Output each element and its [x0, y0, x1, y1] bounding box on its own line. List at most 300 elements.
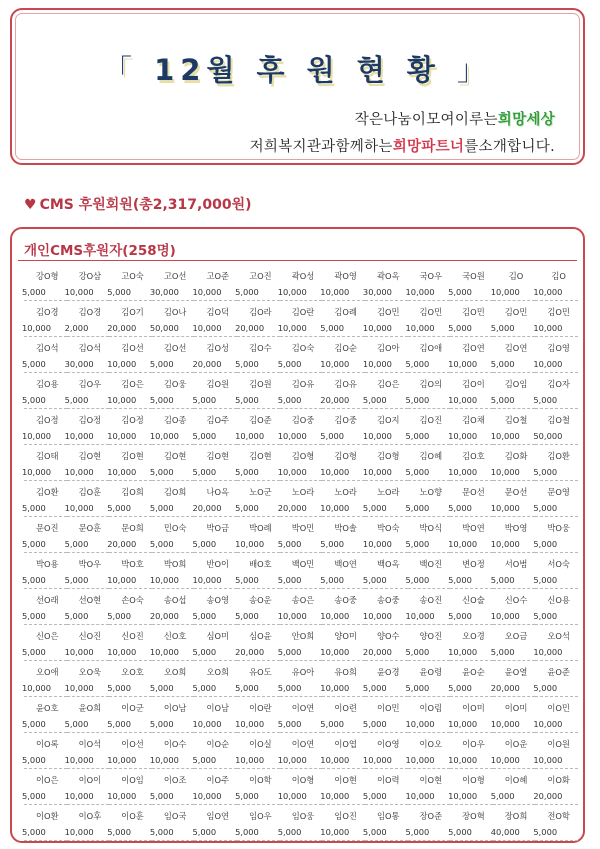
donor-name: 이O수 [163, 739, 187, 749]
donor-cell [109, 697, 152, 733]
donor-name: 김O성 [206, 343, 230, 353]
donor-cell [405, 409, 451, 445]
donation-amount: 20,000 [362, 647, 392, 657]
donor-name: 곽O성 [291, 271, 315, 281]
donor-name: 박O용 [36, 559, 59, 569]
donor-cell [64, 769, 110, 805]
donation-amount: 10,000 [490, 539, 520, 549]
donation-amount: 5,000 [533, 539, 558, 549]
title-text: 12월 후 원 현 황 [154, 53, 441, 87]
donor-cell [64, 409, 110, 445]
donor-name: 이O군 [121, 703, 144, 713]
donor-name: 안O희 [291, 631, 315, 641]
donor-name: 김O웅 [163, 379, 187, 389]
donation-amount: 5,000 [107, 683, 131, 693]
donor-cell [490, 625, 536, 661]
donor-name: 이O현 [334, 775, 357, 785]
donor-name: 김O민 [504, 307, 528, 317]
donor-cell [362, 409, 408, 445]
donor-name: 임O웅 [291, 811, 315, 821]
donation-amount: 5,000 [405, 647, 430, 657]
donation-amount: 5,000 [22, 287, 46, 297]
donor-name: 박O우 [78, 559, 102, 569]
donation-amount: 10,000 [149, 647, 179, 657]
donor-name: 김O임 [504, 379, 528, 389]
donation-amount: 5,000 [235, 791, 259, 801]
donor-name: 김O선 [121, 343, 144, 353]
donation-amount: 5,000 [490, 323, 515, 333]
donation-amount: 10,000 [490, 611, 520, 621]
slogan-line-1-text: 작은나눔이모여이루는 [354, 112, 498, 128]
donor-cell [490, 553, 536, 589]
donor-cell [405, 589, 451, 625]
donor-cell [490, 661, 536, 697]
donor-cell [194, 301, 237, 337]
heart-icon: ♥ [24, 197, 37, 213]
donor-name: 송O영 [206, 595, 230, 605]
donor-name: 고O선 [163, 271, 187, 281]
donor-name: 김O형 [334, 451, 357, 461]
donation-amount: 10,000 [533, 719, 563, 729]
donation-amount: 5,000 [192, 395, 217, 405]
donation-amount: 10,000 [405, 791, 435, 801]
donation-amount: 5,000 [533, 575, 558, 585]
donor-name: 이O화 [547, 775, 570, 785]
donor-name: 김O민 [547, 307, 570, 317]
donation-amount: 5,000 [149, 719, 174, 729]
slogan-highlight-hope-world: 희망세상 [497, 112, 555, 128]
donor-name: 유O희 [334, 667, 357, 677]
donor-cell [405, 697, 451, 733]
donation-amount: 5,000 [405, 359, 430, 369]
donation-amount: 40,000 [490, 827, 520, 837]
donor-cell [405, 625, 451, 661]
donor-name: 김O현 [163, 451, 187, 461]
donor-cell [109, 301, 152, 337]
donor-cell [24, 697, 67, 733]
donor-grid [24, 265, 578, 841]
donor-cell [322, 661, 365, 697]
donor-cell [362, 445, 408, 481]
slogan-line-1 [355, 108, 555, 129]
donation-amount: 5,000 [22, 827, 46, 837]
donor-name: 김O덕 [206, 307, 230, 317]
donor-name: 곽O옥 [376, 271, 400, 281]
donor-name: 김O현 [249, 451, 272, 461]
donor-name: 박O례 [249, 523, 272, 533]
slogan-line-2-text: 저희복지관과함께하는 [249, 139, 393, 155]
donation-amount: 5,000 [490, 359, 515, 369]
donation-amount: 10,000 [192, 323, 222, 333]
donor-name: 김O유 [291, 379, 315, 389]
donor-name: 김O훈 [78, 487, 102, 497]
donation-amount: 5,000 [448, 575, 472, 585]
donor-name: 윤O순 [462, 667, 485, 677]
donor-cell [450, 265, 493, 301]
donation-amount: 5,000 [22, 647, 46, 657]
donor-cell [237, 769, 280, 805]
donor-cell [322, 445, 365, 481]
donor-cell [237, 733, 280, 769]
donor-cell [149, 481, 195, 517]
donation-amount: 5,000 [490, 791, 515, 801]
donation-amount: 10,000 [22, 467, 52, 477]
donation-amount: 5,000 [405, 395, 430, 405]
donor-name: 박O호 [121, 559, 144, 569]
donor-name: 김O라 [249, 307, 272, 317]
donation-amount: 5,000 [235, 503, 259, 513]
donation-amount: 5,000 [277, 539, 302, 549]
donor-name: 김O은 [376, 379, 400, 389]
donor-cell [535, 337, 578, 373]
slogan-highlight-hope-partner: 희망파트너 [392, 139, 465, 155]
donor-name: 백O연 [334, 559, 357, 569]
donation-amount: 5,000 [320, 575, 345, 585]
donor-name: 김O나 [163, 307, 187, 317]
donor-cell [490, 733, 536, 769]
donor-cell [237, 553, 280, 589]
donor-name: 이O현 [419, 775, 443, 785]
donor-name: 김O [551, 271, 566, 281]
donor-name: 김O채 [462, 415, 485, 425]
page-title [12, 48, 583, 89]
donor-name: 나O옥 [206, 487, 230, 497]
donor-name: 김O숙 [291, 343, 315, 353]
donor-cell [322, 733, 365, 769]
donor-cell [277, 589, 323, 625]
donor-name: 오O희 [163, 667, 187, 677]
donation-amount: 5,000 [22, 575, 46, 585]
donation-amount: 2,000 [64, 323, 89, 333]
donor-cell [450, 697, 493, 733]
donor-name: 노O군 [249, 487, 272, 497]
donor-cell [109, 409, 152, 445]
donor-name: 이O운 [504, 739, 528, 749]
donor-cell [362, 589, 408, 625]
donation-amount: 5,000 [405, 503, 430, 513]
donation-amount: 10,000 [320, 683, 350, 693]
donation-amount: 10,000 [533, 755, 563, 765]
donation-amount: 10,000 [64, 287, 94, 297]
donation-amount: 5,000 [362, 719, 387, 729]
donor-cell [535, 553, 578, 589]
donor-cell [24, 337, 67, 373]
donor-cell [362, 373, 408, 409]
donor-cell [149, 373, 195, 409]
donor-cell [490, 769, 536, 805]
donor-cell [109, 517, 152, 553]
donor-cell [322, 409, 365, 445]
donor-name: 이O이 [78, 775, 102, 785]
donation-amount: 10,000 [277, 467, 307, 477]
donor-cell [109, 769, 152, 805]
donor-name: 이O형 [462, 775, 485, 785]
donation-amount: 10,000 [490, 719, 520, 729]
donation-amount: 5,000 [277, 395, 302, 405]
donor-name: 임O진 [334, 811, 357, 821]
donor-name: 양O미 [334, 631, 357, 641]
donor-cell [277, 517, 323, 553]
donor-name: 김O연 [462, 343, 485, 353]
donor-name: 김O혜 [419, 451, 443, 461]
donor-cell [490, 373, 536, 409]
donation-amount: 5,000 [362, 395, 387, 405]
donor-name: 국O우 [419, 271, 443, 281]
donation-amount: 5,000 [362, 791, 387, 801]
donation-amount: 5,000 [405, 467, 430, 477]
donor-name: 문O영 [547, 487, 570, 497]
donation-amount: 5,000 [533, 683, 558, 693]
donor-cell [277, 625, 323, 661]
donor-name: 김O정 [121, 415, 144, 425]
donor-cell [277, 373, 323, 409]
donor-cell [24, 733, 67, 769]
donor-cell [277, 733, 323, 769]
donation-amount: 10,000 [448, 395, 478, 405]
donor-cell [405, 265, 451, 301]
donation-amount: 5,000 [448, 611, 472, 621]
donor-name: 장O준 [419, 811, 443, 821]
donor-name: 박O숙 [376, 523, 400, 533]
donor-cell [322, 265, 365, 301]
donation-amount: 10,000 [107, 647, 137, 657]
donor-cell [149, 769, 195, 805]
donor-cell [490, 445, 536, 481]
donor-cell [277, 697, 323, 733]
donor-cell [24, 517, 67, 553]
donor-name: 반O이 [206, 559, 230, 569]
donor-cell [237, 589, 280, 625]
donation-amount: 5,000 [235, 827, 259, 837]
donor-cell [149, 337, 195, 373]
donation-amount: 10,000 [22, 431, 52, 441]
donation-amount: 10,000 [107, 395, 137, 405]
donor-name: 강O삼 [78, 271, 102, 281]
donation-amount: 10,000 [192, 719, 222, 729]
donor-cell [64, 337, 110, 373]
donor-cell [535, 373, 578, 409]
donor-name: 이O오 [419, 739, 443, 749]
donor-cell [362, 337, 408, 373]
donor-name: 신O용 [547, 595, 570, 605]
donation-amount: 5,000 [64, 539, 89, 549]
donor-cell [149, 805, 195, 841]
donor-name: 백O진 [419, 559, 443, 569]
donor-name: 김O철 [547, 415, 570, 425]
donor-name: 이O은 [36, 775, 59, 785]
donor-cell [490, 517, 536, 553]
donation-amount: 10,000 [277, 755, 307, 765]
donation-amount: 5,000 [533, 611, 558, 621]
donation-amount: 5,000 [107, 827, 131, 837]
donor-name: 박O민 [291, 523, 315, 533]
donation-amount: 5,000 [277, 575, 302, 585]
donor-cell [322, 373, 365, 409]
donation-amount: 5,000 [405, 683, 430, 693]
donor-cell [405, 661, 451, 697]
donation-amount: 5,000 [64, 719, 89, 729]
donor-name: 손O숙 [121, 595, 144, 605]
donation-amount: 5,000 [192, 467, 217, 477]
donation-amount: 5,000 [235, 287, 259, 297]
donor-cell [237, 481, 280, 517]
donor-name: 고O준 [206, 271, 230, 281]
donor-cell [450, 301, 493, 337]
donor-name: 이O학 [249, 775, 272, 785]
donation-amount: 10,000 [107, 755, 137, 765]
donation-amount: 5,000 [235, 575, 259, 585]
donor-cell [24, 769, 67, 805]
donor-name: 이O미 [504, 703, 528, 713]
donor-cell [64, 733, 110, 769]
donor-cell [194, 373, 237, 409]
donor-name: 임O통 [376, 811, 400, 821]
donor-name: 양O수 [376, 631, 400, 641]
donor-cell [535, 409, 578, 445]
donor-name: 윤O열 [504, 667, 528, 677]
donor-name: 신O진 [78, 631, 102, 641]
donor-name: 문O희 [121, 523, 144, 533]
donor-cell [450, 553, 493, 589]
donation-amount: 10,000 [362, 431, 392, 441]
donation-amount: 5,000 [235, 611, 259, 621]
donor-name: 김O애 [419, 343, 443, 353]
donor-cell [490, 697, 536, 733]
donor-list-title: 개인CMS후원자(258명) [24, 243, 176, 259]
donation-amount: 5,000 [192, 647, 217, 657]
donor-cell [277, 337, 323, 373]
donor-name: 송O중 [334, 595, 357, 605]
donor-name: 김O진 [419, 415, 443, 425]
donor-name: 이O혜 [504, 775, 528, 785]
donation-amount: 10,000 [320, 467, 350, 477]
donor-name: 김O란 [291, 307, 315, 317]
donor-name: 김O의 [419, 379, 443, 389]
donor-cell [237, 445, 280, 481]
donation-amount: 5,000 [64, 575, 89, 585]
donor-cell [24, 301, 67, 337]
donation-amount: 5,000 [192, 431, 217, 441]
donor-cell [277, 661, 323, 697]
donation-amount: 10,000 [362, 611, 392, 621]
donor-cell [450, 409, 493, 445]
donor-cell [24, 661, 67, 697]
donor-cell [277, 445, 323, 481]
donation-amount: 10,000 [320, 611, 350, 621]
donation-amount: 5,000 [533, 827, 558, 837]
donor-name: 이O림 [419, 703, 443, 713]
header-panel [10, 8, 585, 165]
donor-name: 이O순 [206, 739, 230, 749]
donor-name: 오O경 [462, 631, 485, 641]
donor-name: 이O련 [334, 703, 357, 713]
donor-cell [194, 481, 237, 517]
donation-amount: 10,000 [362, 323, 392, 333]
donation-amount: 5,000 [320, 719, 345, 729]
donor-cell [405, 517, 451, 553]
donor-cell [194, 517, 237, 553]
donation-amount: 10,000 [277, 611, 307, 621]
donation-amount: 10,000 [320, 755, 350, 765]
donation-amount: 5,000 [22, 539, 46, 549]
donation-amount: 5,000 [22, 755, 46, 765]
donor-cell [194, 697, 237, 733]
donor-cell [194, 337, 237, 373]
donor-name: 김O형 [376, 451, 400, 461]
donation-amount: 5,000 [490, 647, 515, 657]
donation-amount: 10,000 [277, 431, 307, 441]
donor-cell [405, 301, 451, 337]
donor-cell [149, 661, 195, 697]
donor-cell [64, 805, 110, 841]
donation-amount: 10,000 [405, 323, 435, 333]
donor-cell [450, 733, 493, 769]
donation-amount: 10,000 [22, 323, 52, 333]
donor-name: 김O이 [462, 379, 485, 389]
donor-name: 김O민 [376, 307, 400, 317]
donation-amount: 5,000 [149, 503, 174, 513]
donor-cell [24, 445, 67, 481]
donor-cell [450, 661, 493, 697]
donation-amount: 10,000 [64, 791, 94, 801]
donation-amount: 10,000 [533, 647, 563, 657]
donation-amount: 10,000 [448, 539, 478, 549]
donor-name: 윤O준 [547, 667, 570, 677]
donor-name: 이O훈 [121, 811, 144, 821]
donor-cell [322, 769, 365, 805]
donor-name: 이O실 [249, 739, 272, 749]
donation-amount: 20,000 [235, 323, 265, 333]
donation-amount: 5,000 [405, 431, 430, 441]
donor-cell [149, 409, 195, 445]
donor-cell [24, 625, 67, 661]
donor-cell [490, 589, 536, 625]
donation-amount: 10,000 [107, 359, 137, 369]
donor-cell [194, 733, 237, 769]
donor-cell [237, 517, 280, 553]
donor-name: 이O연 [291, 703, 315, 713]
donor-cell [362, 481, 408, 517]
donor-name: 김O지 [376, 415, 400, 425]
donation-amount: 10,000 [320, 503, 350, 513]
donor-name: 박O희 [163, 559, 187, 569]
donor-name: 김O정 [78, 415, 102, 425]
donor-name: 오O욱 [78, 667, 102, 677]
donor-name: 문O선 [462, 487, 485, 497]
donor-name: 김O형 [291, 451, 315, 461]
donor-cell [362, 553, 408, 589]
donation-amount: 10,000 [448, 359, 478, 369]
donation-amount: 10,000 [490, 755, 520, 765]
donor-cell [237, 265, 280, 301]
donor-name: 김O중 [334, 415, 357, 425]
donor-cell [149, 697, 195, 733]
donor-cell [109, 445, 152, 481]
donor-cell [64, 553, 110, 589]
donor-name: 노O향 [419, 487, 443, 497]
donor-cell [450, 445, 493, 481]
donor-name: 전O학 [547, 811, 570, 821]
donor-cell [24, 805, 67, 841]
donor-cell [64, 697, 110, 733]
donation-amount: 10,000 [320, 359, 350, 369]
donation-amount: 5,000 [320, 323, 345, 333]
donor-cell [237, 373, 280, 409]
donation-amount: 30,000 [149, 287, 179, 297]
donor-name: 윤O희 [78, 703, 102, 713]
donor-cell [24, 481, 67, 517]
donor-name: 선O래 [36, 595, 59, 605]
